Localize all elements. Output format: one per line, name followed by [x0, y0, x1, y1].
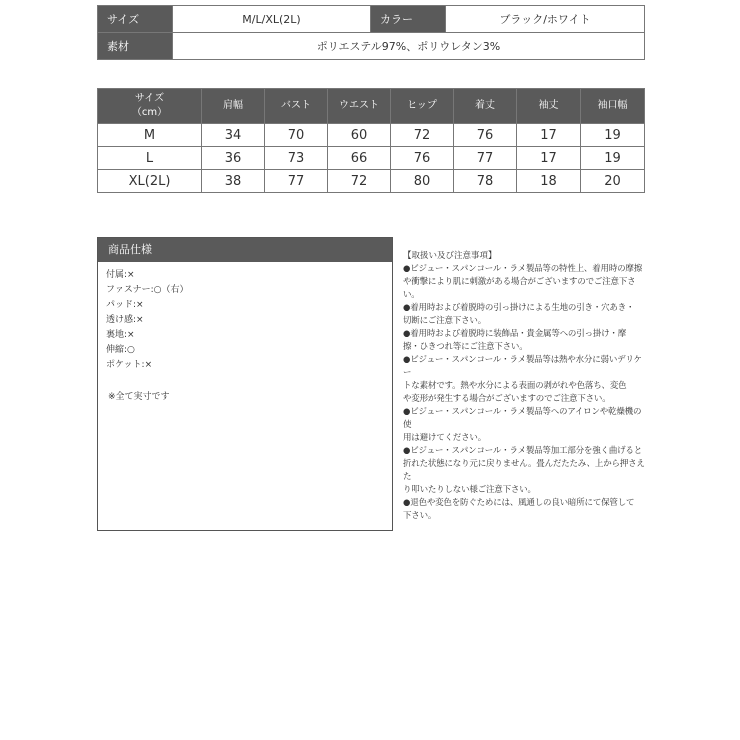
table-cell: 20 [581, 170, 645, 193]
table-cell: 19 [581, 147, 645, 170]
care-line: ●ビジュー・スパンコール・ラメ製品等へのアイロンや乾燥機の使 [403, 407, 642, 430]
column-header-sleeve: 袖丈 [517, 89, 581, 124]
care-notes-title: 【取扱い及び注意事項】 [403, 251, 497, 261]
row-size-label: L [98, 147, 202, 170]
column-header-waist: ウエスト [328, 89, 391, 124]
care-line: 用は避けてください。 [403, 433, 487, 443]
table-cell: 17 [517, 124, 581, 147]
list-item: ファスナー:○（右） [106, 285, 189, 295]
row-size-label: M [98, 124, 202, 147]
table-cell: 73 [265, 147, 328, 170]
table-cell: 76 [454, 124, 517, 147]
material-label: 素材 [98, 33, 173, 60]
list-item: 付属:× [106, 270, 135, 280]
care-line: 擦・ひきつれ等にご注意下さい。 [403, 342, 528, 352]
table-row [98, 147, 645, 170]
table-cell: 18 [517, 170, 581, 193]
table-cell: 66 [328, 147, 391, 170]
list-item: 裏地:× [106, 330, 135, 340]
column-header-cuff: 袖口幅 [581, 89, 645, 124]
table-row [98, 170, 645, 193]
table-cell: 36 [202, 147, 265, 170]
table-cell: 70 [265, 124, 328, 147]
table-cell: 72 [328, 170, 391, 193]
list-item: 透け感:× [106, 315, 144, 325]
row-size-label: XL(2L) [98, 170, 202, 193]
care-line: 下さい。 [403, 511, 437, 521]
care-line: ●ビジュー・スパンコール・ラメ製品等は熱や水分に弱いデリケー [403, 355, 642, 378]
table-cell: 76 [391, 147, 454, 170]
size-header-cell [98, 89, 202, 124]
table-cell: 17 [517, 147, 581, 170]
table-cell: 19 [581, 124, 645, 147]
table-cell: 72 [391, 124, 454, 147]
table-cell: 34 [202, 124, 265, 147]
spec-row-size-color [98, 6, 645, 33]
product-spec-list [98, 268, 392, 373]
care-line: や変形が発生する場合がございますのでご注意下さい。 [403, 394, 611, 404]
size-table [97, 88, 645, 193]
column-header-shoulder: 肩幅 [202, 89, 265, 124]
care-line: トな素材です。熱や水分による表面の剥がれや色落ち、変色 [403, 381, 627, 391]
measurement-note: ※全て実寸です [108, 392, 170, 402]
table-cell: 77 [265, 170, 328, 193]
care-line: ●着用時および着脱時に装飾品・貴金属等への引っ掛け・摩 [403, 329, 627, 339]
column-header-length: 着丈 [454, 89, 517, 124]
color-value: ブラック/ホワイト [446, 6, 645, 33]
material-value: ポリエステル97%、ポリウレタン3% [173, 33, 645, 60]
table-row [98, 124, 645, 147]
size-header-line2: （cm） [131, 107, 168, 118]
product-spec-title: 商品仕様 [98, 238, 392, 262]
table-cell: 80 [391, 170, 454, 193]
list-item: 伸縮:○ [106, 345, 135, 355]
product-spec-box [97, 237, 393, 531]
spec-table [97, 5, 645, 60]
care-line: や衝撃により肌に刺激がある場合がございますのでご注意下さ [403, 277, 636, 287]
care-line: ●着用時および着脱時の引っ掛けによる生地の引き・穴あき・ [403, 303, 635, 313]
table-cell: 38 [202, 170, 265, 193]
size-header-line1: サイズ [134, 93, 165, 104]
care-line: 折れた状態になり元に戻りません。畳んだたたみ、上から押さえた [403, 459, 645, 482]
list-item: パッド:× [106, 300, 144, 310]
care-line: ●退色や変色を防ぐためには、風通しの良い暗所にて保管して [403, 498, 635, 508]
color-label: カラー [371, 6, 446, 33]
size-label: サイズ [98, 6, 173, 33]
care-line: ●ビジュー・スパンコール・ラメ製品等の特性上、着用時の摩擦 [403, 264, 643, 274]
spec-row-material [98, 33, 645, 60]
care-line: り叩いたりしない様ご注意下さい。 [403, 485, 536, 495]
table-cell: 78 [454, 170, 517, 193]
list-item: ポケット:× [106, 360, 153, 370]
care-line: 切断にご注意下さい。 [403, 316, 487, 326]
size-value: M/L/XL(2L) [173, 6, 371, 33]
column-header-bust: バスト [265, 89, 328, 124]
size-table-header [98, 89, 645, 124]
care-line: い。 [403, 290, 420, 300]
care-line: ●ビジュー・スパンコール・ラメ製品等加工部分を強く曲げると [403, 446, 643, 456]
table-cell: 60 [328, 124, 391, 147]
table-cell: 77 [454, 147, 517, 170]
care-notes [403, 250, 645, 523]
column-header-hip: ヒップ [391, 89, 454, 124]
